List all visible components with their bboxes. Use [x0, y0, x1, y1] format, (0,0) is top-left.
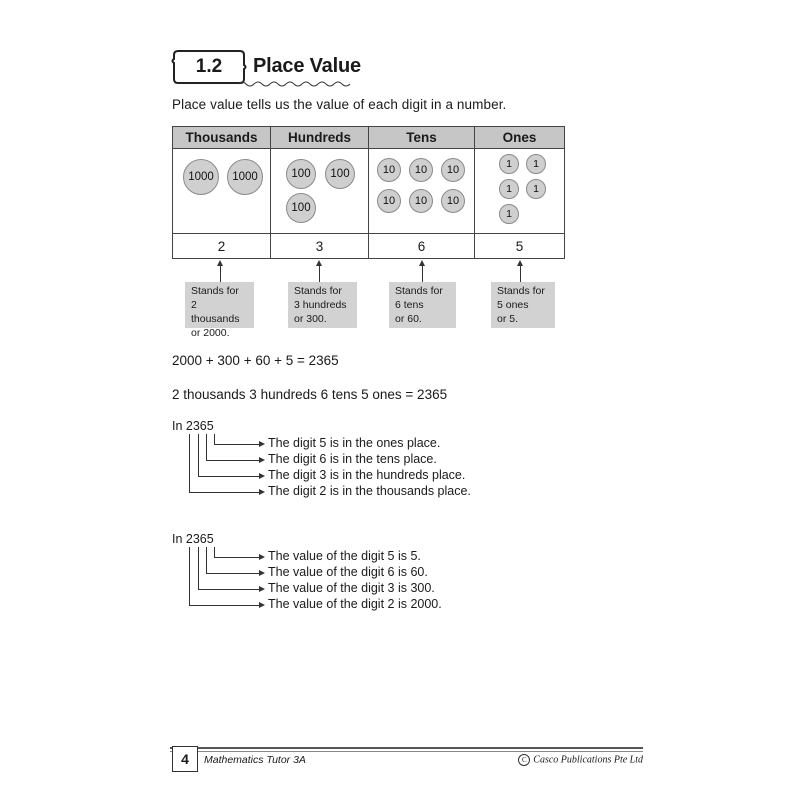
- tree-connector: [206, 434, 207, 460]
- footer-rule: [170, 751, 643, 752]
- tree-connector: [198, 589, 259, 590]
- arrow-right-icon: [259, 554, 265, 560]
- explanation-box-thousands: [185, 282, 254, 339]
- explanation-line: or 2000.: [191, 327, 230, 339]
- coin-1000: 1000: [183, 159, 219, 195]
- digit-tens: 6: [369, 234, 475, 259]
- explanation-line: 6 tens: [395, 299, 424, 311]
- coin-100: 100: [286, 193, 316, 223]
- tree-connector: [189, 434, 190, 492]
- coin-10: 10: [441, 158, 465, 182]
- tree-connector: [198, 547, 199, 589]
- explanation-box-hundreds: [288, 282, 357, 328]
- place-value-table: [172, 126, 565, 259]
- coin-10: 10: [409, 158, 433, 182]
- tree-connector: [189, 492, 259, 493]
- thousands-coins: [173, 149, 271, 234]
- digit-thousands: 2: [173, 234, 271, 259]
- hundreds-coins: [271, 149, 369, 234]
- coin-1: 1: [526, 154, 546, 174]
- ones-coins: [475, 149, 565, 234]
- coin-1: 1: [499, 204, 519, 224]
- coin-1: 1: [526, 179, 546, 199]
- arrow-right-icon: [259, 457, 265, 463]
- table-header-row: [173, 127, 565, 149]
- tree-connector: [198, 434, 199, 476]
- arrow-right-icon: [259, 586, 265, 592]
- footer-rule: [170, 747, 643, 749]
- tree1-line: The digit 6 is in the tens place.: [268, 452, 437, 466]
- tree1-line: The digit 2 is in the thousands place.: [268, 484, 471, 498]
- footer-book-title: Mathematics Tutor 3A: [204, 754, 306, 766]
- arrow-up-icon: [422, 265, 423, 282]
- tree-connector: [198, 476, 259, 477]
- page-title: Place Value: [253, 55, 361, 77]
- intro-text: Place value tells us the value of each digit in a number.: [172, 97, 507, 112]
- tree2-line: The value of the digit 3 is 300.: [268, 581, 435, 595]
- header-thousands: Thousands: [173, 127, 271, 149]
- tree-connector: [214, 557, 259, 558]
- coin-10: 10: [409, 189, 433, 213]
- footer-publisher: [518, 754, 643, 766]
- explanation-line: or 60.: [395, 313, 422, 325]
- digit-hundreds: 3: [271, 234, 369, 259]
- coin-10: 10: [441, 189, 465, 213]
- explanation-line: Stands for: [191, 285, 239, 297]
- title-wavy-underline: [238, 80, 353, 88]
- tree2-line: The value of the digit 2 is 2000.: [268, 597, 442, 611]
- section-number: 1.2: [195, 56, 223, 77]
- tree2-line: The value of the digit 6 is 60.: [268, 565, 428, 579]
- tree1-label: In 2365: [172, 419, 214, 433]
- header-hundreds: Hundreds: [271, 127, 369, 149]
- tree-connector: [214, 547, 215, 557]
- word-form-equation: 2 thousands 3 hundreds 6 tens 5 ones = 2365: [172, 387, 448, 402]
- publisher-name: Casco Publications Pte Ltd: [533, 754, 643, 766]
- digits-row: [173, 234, 565, 259]
- explanation-box-tens: [389, 282, 456, 328]
- tree-connector: [189, 547, 190, 605]
- tree-connector: [206, 547, 207, 573]
- explanation-line: or 300.: [294, 313, 327, 325]
- arrow-up-icon: [220, 265, 221, 282]
- coin-1: 1: [499, 154, 519, 174]
- explanation-line: Stands for: [294, 285, 342, 297]
- tree-connector: [206, 573, 259, 574]
- explanation-line: Stands for: [395, 285, 443, 297]
- coin-10: 10: [377, 189, 401, 213]
- explanation-line: 3 hundreds: [294, 299, 347, 311]
- tree-connector: [214, 434, 215, 444]
- tens-coins: [369, 149, 475, 234]
- arrow-up-icon: [319, 265, 320, 282]
- header-ones: Ones: [475, 127, 565, 149]
- explanation-line: 5 ones: [497, 299, 529, 311]
- arrow-right-icon: [259, 473, 265, 479]
- header-tens: Tens: [369, 127, 475, 149]
- digit-ones: 5: [475, 234, 565, 259]
- coins-row: [173, 149, 565, 234]
- coin-100: 100: [325, 159, 355, 189]
- tree-connector: [189, 605, 259, 606]
- copyright-icon: C: [518, 754, 530, 766]
- coin-10: 10: [377, 158, 401, 182]
- explanation-line: 2 thousands: [191, 299, 240, 325]
- arrow-right-icon: [259, 570, 265, 576]
- arrow-up-icon: [520, 265, 521, 282]
- tree2-label: In 2365: [172, 532, 214, 546]
- coin-100: 100: [286, 159, 316, 189]
- explanation-line: Stands for: [497, 285, 545, 297]
- explanation-box-ones: [491, 282, 555, 328]
- section-badge: [170, 47, 248, 87]
- arrow-right-icon: [259, 602, 265, 608]
- tree1-line: The digit 5 is in the ones place.: [268, 436, 441, 450]
- coin-1000: 1000: [227, 159, 263, 195]
- page-number: 4: [172, 746, 198, 772]
- tree2-line: The value of the digit 5 is 5.: [268, 549, 421, 563]
- tree1-line: The digit 3 is in the hundreds place.: [268, 468, 466, 482]
- arrow-right-icon: [259, 489, 265, 495]
- explanation-line: or 5.: [497, 313, 519, 325]
- tree-connector: [214, 444, 259, 445]
- arrow-right-icon: [259, 441, 265, 447]
- expanded-sum-equation: 2000 + 300 + 60 + 5 = 2365: [172, 353, 339, 368]
- tree-connector: [206, 460, 259, 461]
- coin-1: 1: [499, 179, 519, 199]
